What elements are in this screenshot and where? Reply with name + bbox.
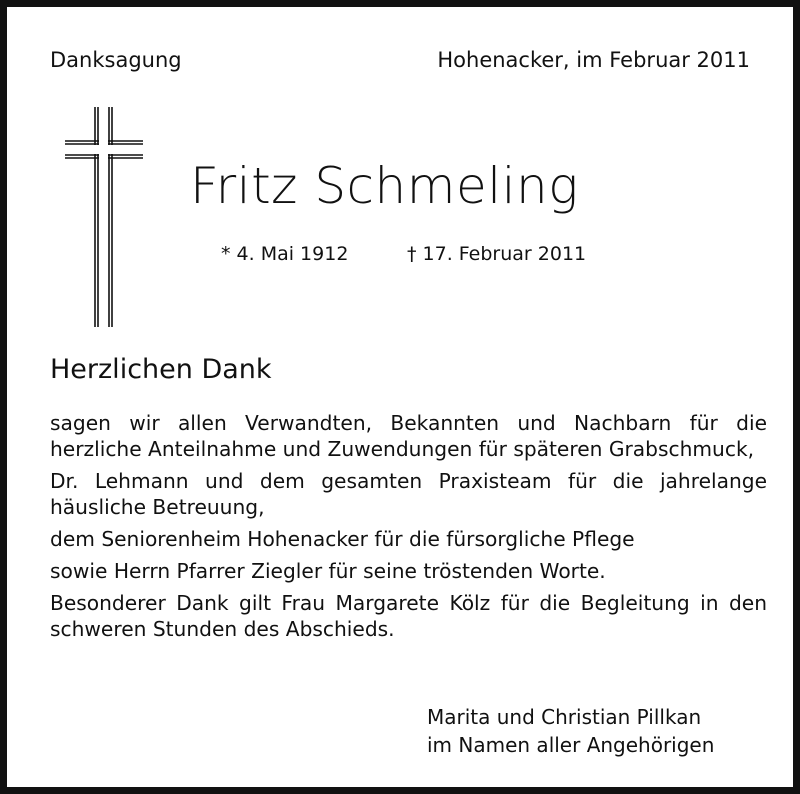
thanks-paragraph: sowie Herrn Pfarrer Ziegler für seine tröstenden Worte. <box>50 559 606 583</box>
thanks-paragraph: Dr. Lehmann und dem gesamten Praxisteam für die jahrelange häusliche Betreuung, <box>50 469 767 519</box>
signature-note: im Namen aller Angehörigen <box>427 733 715 757</box>
cross-icon <box>65 107 143 327</box>
thanks-paragraph: dem Seniorenheim Hohenacker für die fürsorgliche Pflege <box>50 527 635 551</box>
deceased-name: Fritz Schmeling <box>190 157 579 215</box>
signature-block <box>427 703 714 759</box>
birth-date: * 4. Mai 1912 <box>221 243 349 265</box>
death-date: † 17. Februar 2011 <box>407 243 587 265</box>
place-date-label: Hohenacker, im Februar 2011 <box>437 48 750 72</box>
thanks-paragraph: sagen wir allen Verwandten, Bekannten und Nachbarn für die herzliche Anteilnahme und Zuwendungen für späteren Grabschmuck, <box>50 411 767 461</box>
notice-type-label: Danksagung <box>50 48 182 72</box>
thanks-heading: Herzlichen Dank <box>50 354 272 385</box>
signature-names: Marita und Christian Pillkan <box>427 705 702 729</box>
thanks-body <box>50 410 767 648</box>
thanks-paragraph: Besonderer Dank gilt Frau Margarete Kölz für die Begleitung in den schweren Stunden des Abschieds. <box>50 591 767 641</box>
